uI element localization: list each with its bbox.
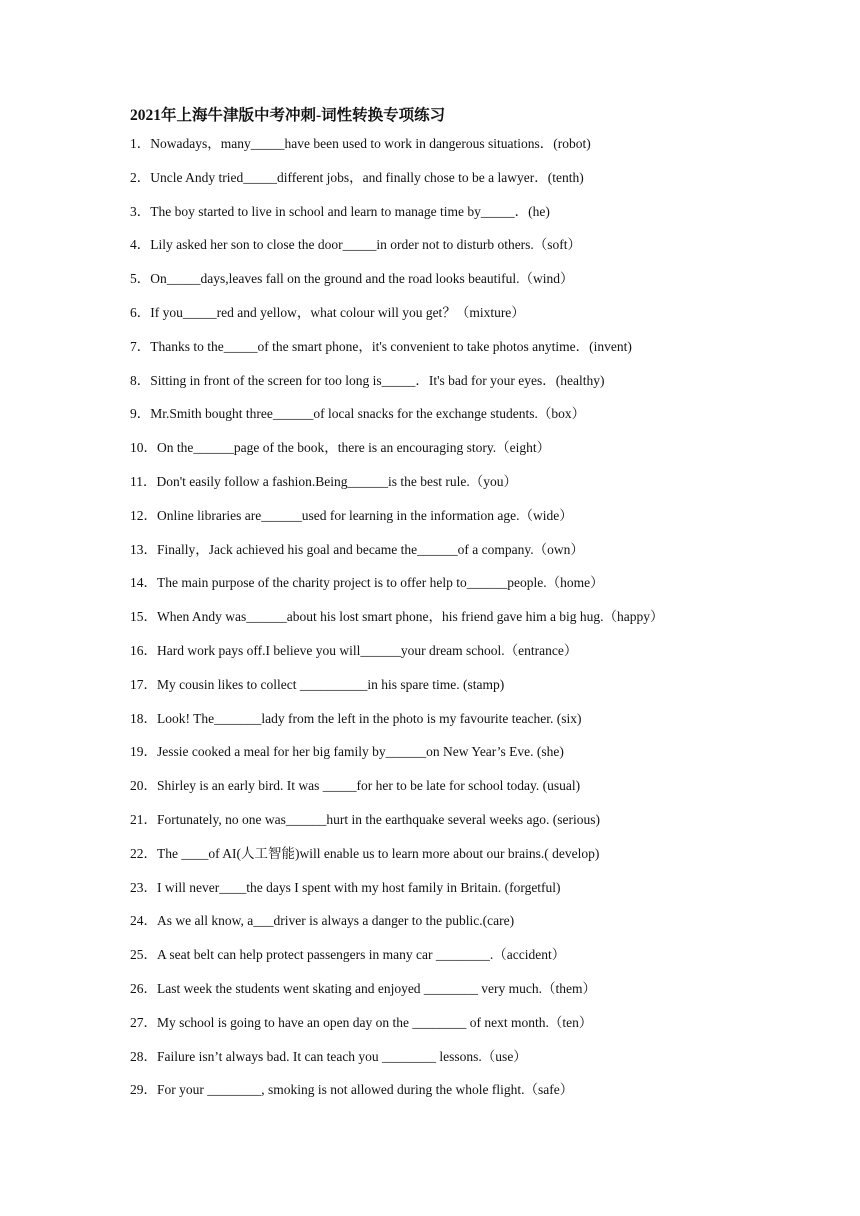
question-item (130, 675, 850, 709)
question-number: 25． (130, 947, 157, 963)
question-item (130, 1080, 850, 1114)
question-text: On the______page of the book，there is an encouraging story.（eight） (157, 440, 551, 456)
question-number: 6． (130, 304, 151, 320)
question-number: 22． (130, 845, 157, 861)
question-number: 8． (130, 372, 151, 388)
question-number: 9． (130, 406, 151, 422)
question-number: 1． (130, 136, 151, 151)
question-text: Nowadays，many_____have been used to work in dangerous situations．(robot) (150, 136, 591, 151)
question-number: 12． (130, 507, 157, 523)
question-item (130, 810, 850, 844)
question-item (130, 776, 850, 810)
question-number: 17． (130, 676, 157, 692)
question-number: 11． (130, 473, 157, 489)
question-text: The ____of AI(人工智能)will enable us to learn more about our brains.( develop) (157, 845, 600, 861)
question-text: Hard work pays off.I believe you will______your dream school.（entrance） (157, 642, 578, 658)
question-text: The boy started to live in school and learn to manage time by_____．(he) (150, 203, 550, 219)
question-number: 20． (130, 778, 157, 794)
question-item (130, 573, 850, 607)
question-number: 10． (130, 440, 157, 456)
question-text: On_____days,leaves fall on the ground and the road looks beautiful.（wind） (150, 271, 574, 287)
question-number: 2． (130, 169, 151, 185)
question-number: 23． (130, 879, 157, 895)
question-number: 15． (130, 609, 157, 625)
question-item (130, 945, 850, 979)
question-number: 28． (130, 1048, 157, 1064)
question-text: My school is going to have an open day on the ________ of next month.（ten） (157, 1014, 593, 1030)
question-number: 26． (130, 980, 157, 996)
question-item (130, 235, 850, 269)
question-text: For your ________, smoking is not allowed during the whole flight.（safe） (157, 1082, 574, 1098)
question-item (130, 844, 850, 878)
question-number: 27． (130, 1014, 157, 1030)
question-item (130, 641, 850, 675)
question-text: Uncle Andy tried_____different jobs，and finally chose to be a lawyer．(tenth) (150, 169, 584, 185)
question-text: Shirley is an early bird. It was _____for her to be late for school today. (usual) (157, 778, 581, 794)
question-text: Mr.Smith bought three______of local snacks for the exchange students.（box） (150, 406, 586, 422)
question-text: Look! The_______lady from the left in the photo is my favourite teacher. (six) (157, 710, 582, 726)
question-text: If you_____red and yellow，what colour will you get？（mixture） (150, 304, 525, 320)
question-item (130, 979, 850, 1013)
question-text: Lily asked her son to close the door_____in order not to disturb others.（soft） (150, 237, 582, 253)
question-item (130, 607, 850, 641)
question-item (130, 269, 850, 303)
question-text: Don't easily follow a fashion.Being______is the best rule.（you） (156, 473, 518, 489)
question-item (130, 134, 850, 168)
question-text: Fortunately, no one was______hurt in the earthquake several weeks ago. (serious) (157, 811, 600, 827)
question-number: 19． (130, 744, 157, 760)
question-number: 29． (130, 1082, 157, 1098)
question-item (130, 911, 850, 945)
question-text: The main purpose of the charity project is to offer help to______people.（home） (157, 575, 604, 591)
question-item (130, 303, 850, 337)
question-number: 4． (130, 237, 151, 253)
document-title: 2021年上海牛津版中考冲刺-词性转换专项练习 (130, 107, 446, 124)
question-item (130, 540, 850, 574)
question-text: I will never____the days I spent with my host family in Britain. (forgetful) (157, 879, 561, 895)
question-item (130, 742, 850, 776)
question-item (130, 438, 850, 472)
question-number: 13． (130, 541, 157, 557)
question-item (130, 337, 850, 371)
question-text: Online libraries are______used for learning in the information age.（wide） (157, 507, 573, 523)
question-number: 7． (130, 338, 151, 354)
question-text: Last week the students went skating and enjoyed ________ very much.（them） (157, 980, 597, 996)
question-text: Finally，Jack achieved his goal and became the______of a company.（own） (157, 541, 584, 557)
question-item (130, 506, 850, 540)
question-text: Sitting in front of the screen for too long is_____．It's bad for your eyes．(healthy) (150, 372, 605, 388)
question-number: 5． (130, 271, 151, 287)
question-item (130, 1013, 850, 1047)
question-number: 24． (130, 913, 157, 929)
question-item (130, 1047, 850, 1081)
question-list (130, 134, 850, 1114)
question-text: A seat belt can help protect passengers in many car ________.（accident） (157, 947, 566, 963)
question-item (130, 168, 850, 202)
question-number: 14． (130, 575, 157, 591)
question-item (130, 709, 850, 743)
question-number: 16． (130, 642, 157, 658)
question-number: 18． (130, 710, 157, 726)
question-text: My cousin likes to collect __________in his spare time. (stamp) (157, 676, 505, 692)
question-text: Thanks to the_____of the smart phone，it's convenient to take photos anytime．(invent) (150, 338, 632, 354)
question-text: Jessie cooked a meal for her big family by______on New Year’s Eve. (she) (157, 744, 564, 760)
question-text: When Andy was______about his lost smart phone，his friend gave him a big hug.（happy） (157, 609, 664, 625)
question-text: Failure isn’t always bad. It can teach you ________ lessons.（use） (157, 1048, 527, 1064)
question-item (130, 472, 850, 506)
question-item (130, 404, 850, 438)
question-item (130, 371, 850, 405)
question-text: As we all know, a___driver is always a danger to the public.(care) (157, 913, 515, 929)
question-item (130, 202, 850, 236)
question-number: 21． (130, 811, 157, 827)
question-item (130, 878, 850, 912)
question-number: 3． (130, 203, 151, 219)
